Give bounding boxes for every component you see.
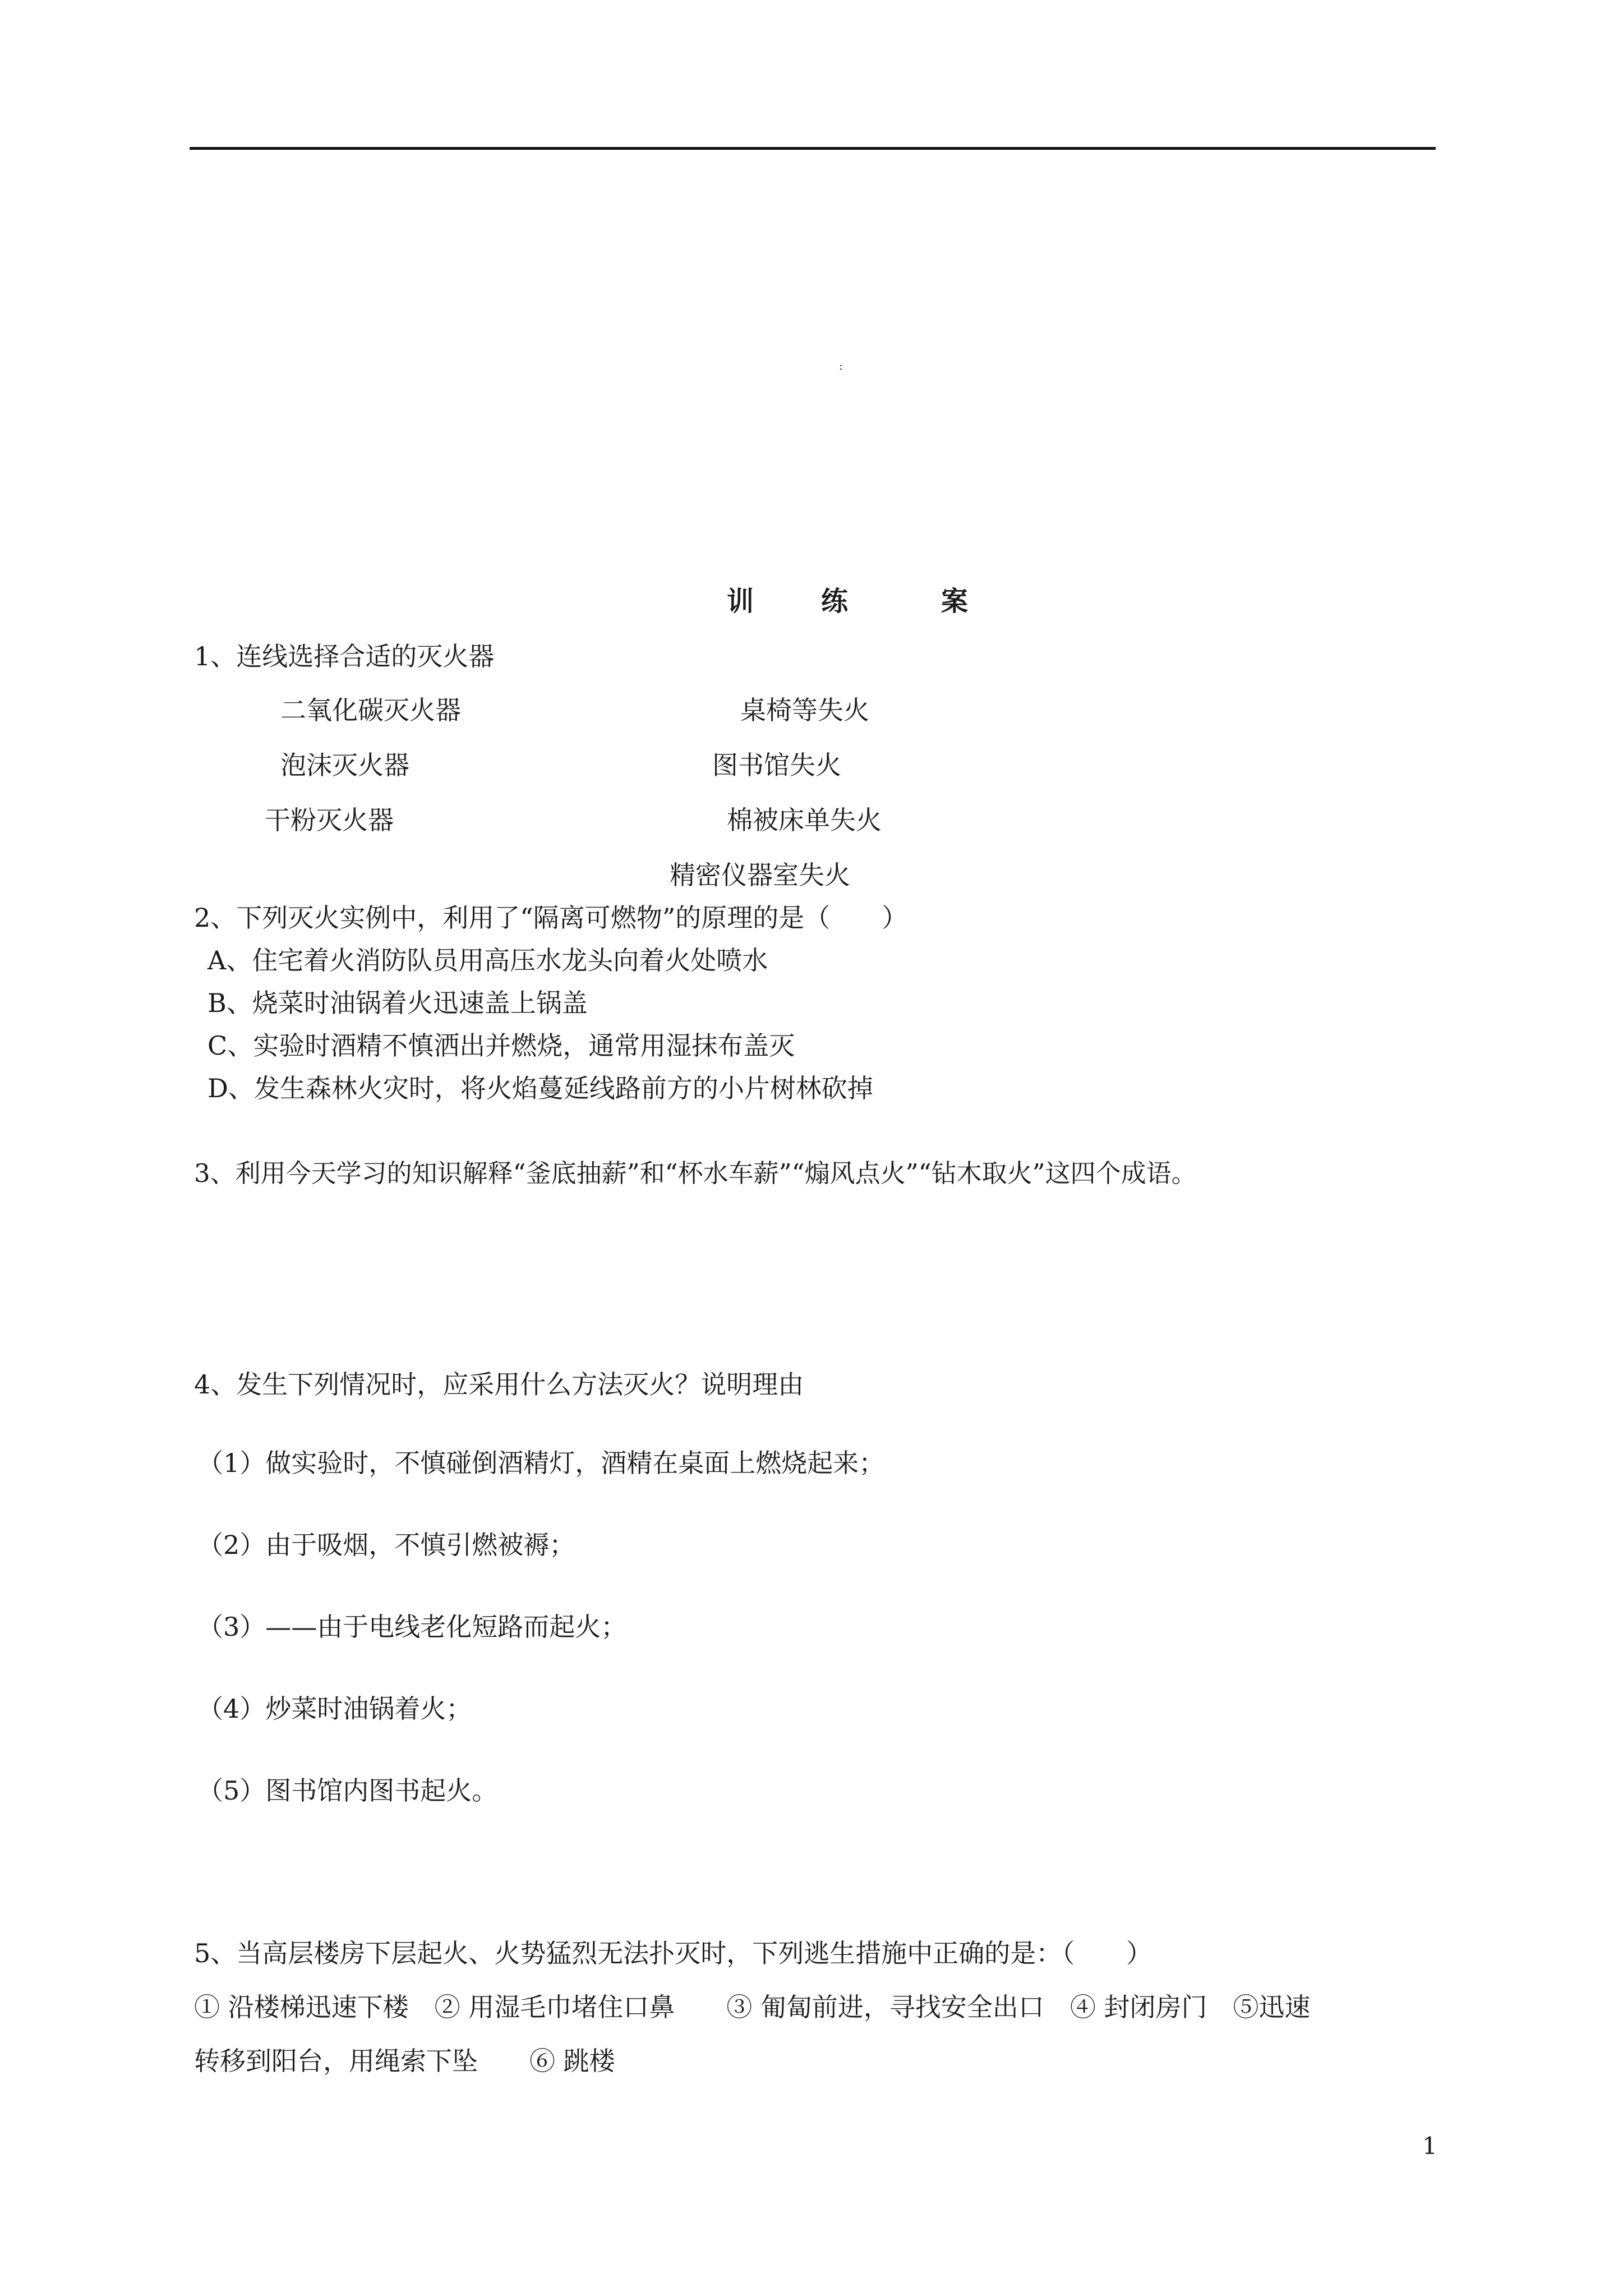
q1-right-item: 精密仪器室失火 (670, 860, 850, 890)
q5-stem: 5、当高层楼房下层起火、火势猛烈无法扑灭时，下列逃生措施中正确的是：（ ） (194, 1938, 1152, 1968)
q4-item: （5）图书馆内图书起火。 (197, 1775, 498, 1806)
page-number: 1 (1422, 2132, 1437, 2160)
q2-option-b: B、烧菜时油锅着火迅速盖上锅盖 (208, 988, 588, 1018)
title-char-3: 案 (941, 586, 969, 617)
q1-left-item: 干粉灭火器 (265, 805, 394, 835)
q5-options-line-2: 转移到阳台，用绳索下坠 ⑥ 跳楼 (194, 2046, 615, 2076)
q5-options-line-1: ① 沿楼梯迅速下楼 ② 用湿毛巾堵住口鼻 ③ 匍匐前进，寻找安全出口 ④ 封闭房门 ⑤迅速 (194, 1992, 1311, 2022)
q1-stem: 1、连线选择合适的灭火器 (194, 641, 495, 671)
q4-item: （4）炒菜时油锅着火； (197, 1694, 472, 1724)
section-title (727, 583, 968, 619)
q1-left-item: 泡沫灭火器 (280, 750, 409, 780)
title-char-1: 训 (727, 586, 754, 617)
q4-stem: 4、发生下列情况时，应采用什么方法灭火？说明理由 (194, 1369, 804, 1400)
q1-left-item: 二氧化碳灭火器 (280, 695, 461, 725)
header-mark: : (839, 359, 843, 372)
q2-option-c: C、实验时酒精不慎洒出并燃烧，通常用湿抹布盖灭 (208, 1030, 795, 1061)
q3-stem: 3、利用今天学习的知识解释“釜底抽薪”和“杯水车薪”“煽风点火”“钻木取火”这四个成语。 (194, 1158, 1197, 1188)
q1-right-item: 棉被床单失火 (727, 805, 882, 835)
q2-option-d: D、发生森林火灾时，将火焰蔓延线路前方的小片树林砍掉 (208, 1073, 873, 1103)
title-char-2: 练 (821, 586, 849, 617)
q1-right-item: 图书馆失火 (712, 750, 841, 780)
q4-item: （1）做实验时，不慎碰倒酒精灯，酒精在桌面上燃烧起来； (197, 1448, 885, 1478)
q1-right-item: 桌椅等失火 (740, 695, 869, 725)
q4-item: （2）由于吸烟，不慎引燃被褥； (197, 1530, 575, 1560)
q4-item: （3）——由于电线老化短路而起火； (197, 1612, 627, 1642)
q2-stem: 2、下列灭火实例中，利用了“隔离可燃物”的原理的是（ ） (194, 903, 908, 933)
header-rule (190, 147, 1436, 150)
q2-option-a: A、住宅着火消防队员用高压水龙头向着火处喷水 (208, 945, 768, 976)
